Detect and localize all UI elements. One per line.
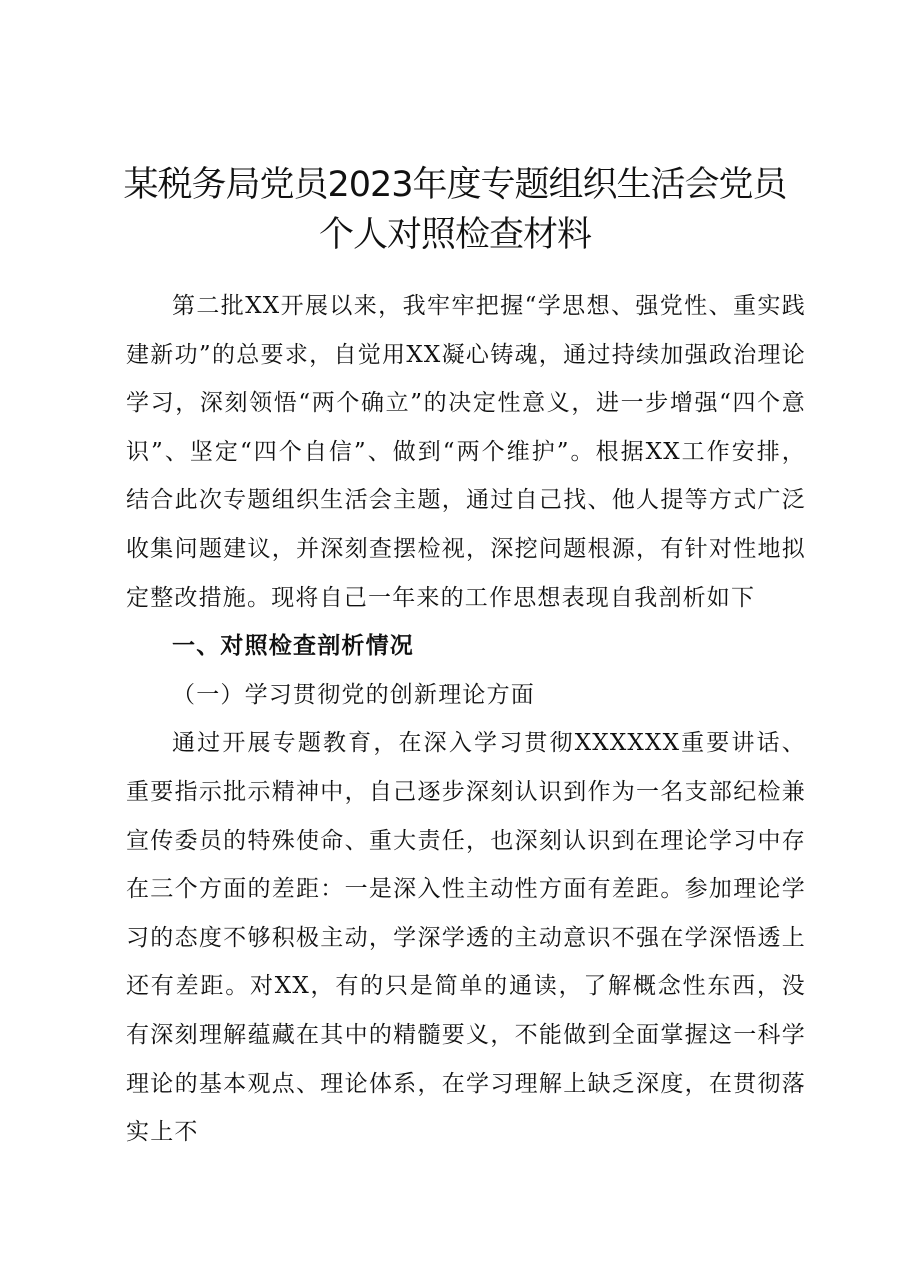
body-paragraph: 通过开展专题教育，在深入学习贯彻XXXXXX重要讲话、重要指示批示精神中，自己逐步深刻认识到作为一名支部纪检兼宣传委员的特殊使命、重大责任，也深刻认识到在理论学习中存在三个方面的差距：一是深入性主动性方面有差距。参加理论学习的态度不够积极主动，学深学透的主动意识不强在学深悟透上还有差距。对XX，有的只是简单的通读，了解概念性东西，没有深刻理解蕴藏在其中的精髓要义，不能做到全面掌握这一科学理论的基本观点、理论体系，在学习理解上缺乏深度，在贯彻落实上不	[126, 730, 806, 1146]
subsection-heading: （一）学习贯彻党的创新理论方面	[172, 681, 535, 708]
document-body	[126, 282, 806, 1157]
intro-paragraph: 第二批XX开展以来，我牢牢把握“学思想、强党性、重实践建新功”的总要求，自觉用XX凝心铸魂，通过持续加强政治理论学习，深刻领悟“两个确立”的决定性意义，进一步增强“四个意识”、坚定“四个自信”、做到“两个维护”。根据XX工作安排，结合此次专题组织生活会主题，通过自己找、他人提等方式广泛收集问题建议，并深刻查摆检视，深挖问题根源，有针对性地拟定整改措施。现将自己一年来的工作思想表现自我剖析如下	[126, 293, 806, 611]
section-heading: 一、对照检查剖析情况	[172, 633, 414, 660]
document-title: 某税务局党员2023年度专题组织生活会党员个人对照检查材料	[123, 165, 787, 255]
